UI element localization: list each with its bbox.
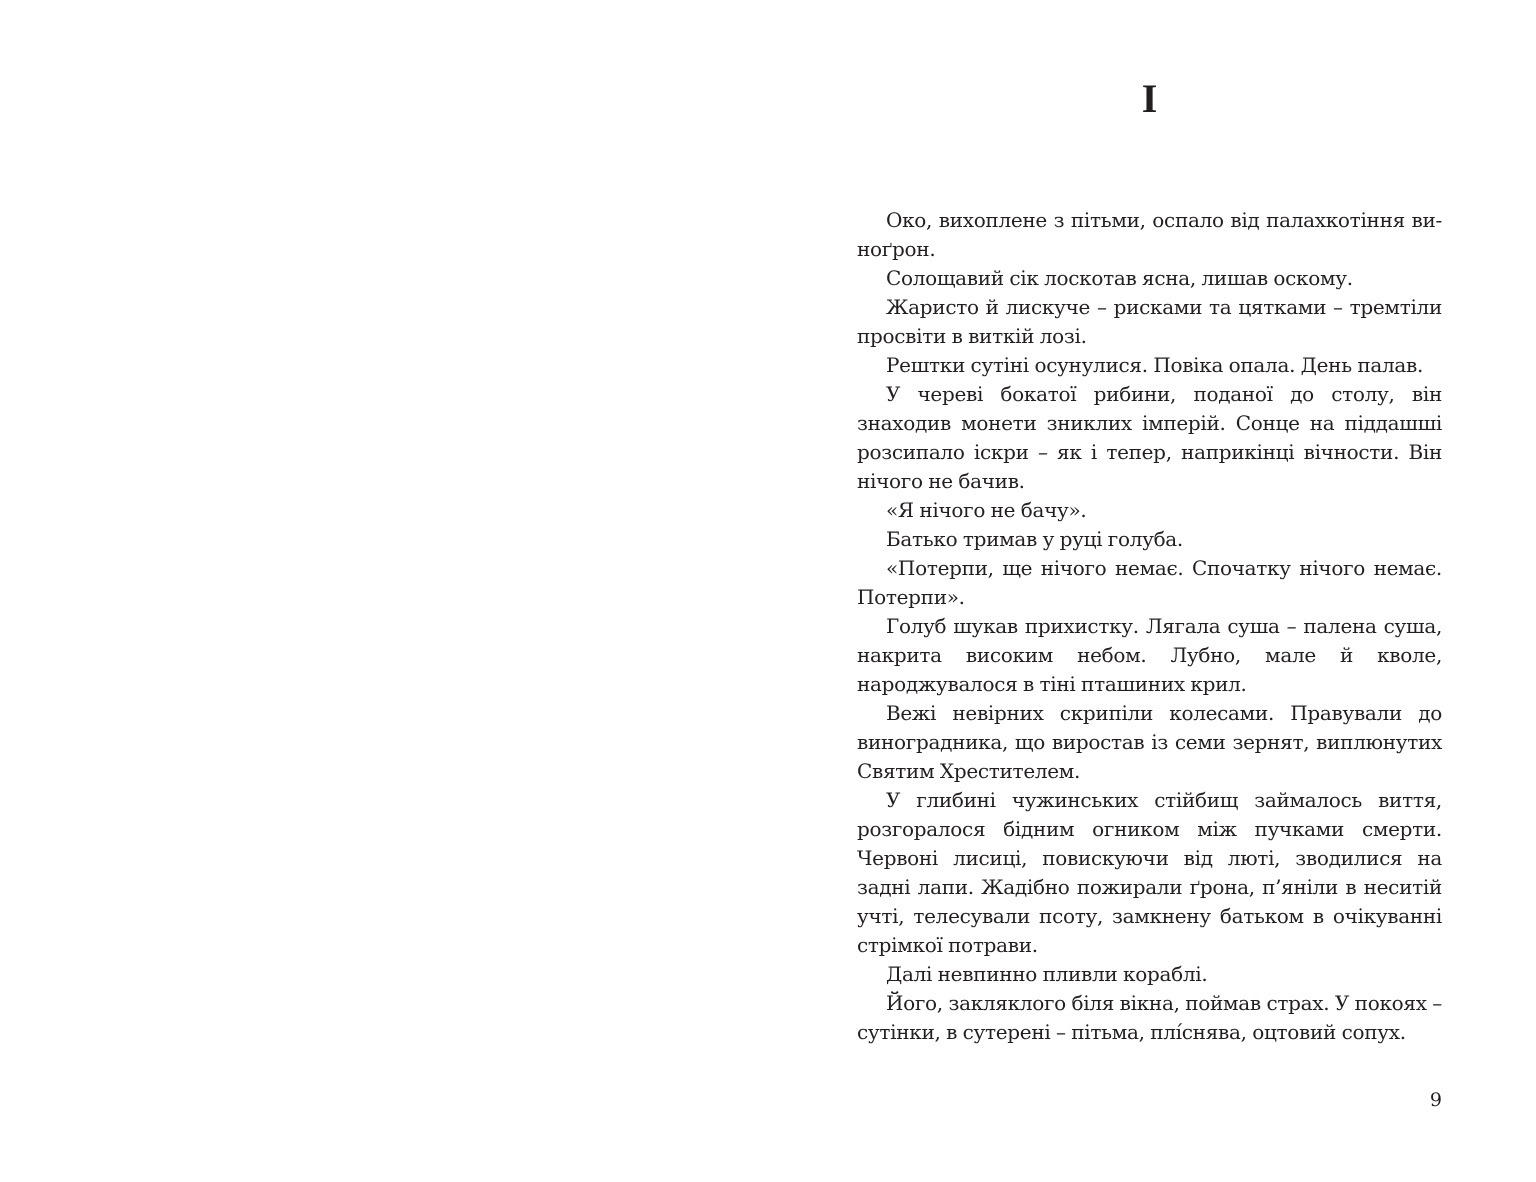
- paragraph: Голуб шукав прихистку. Лягала суша – палена суша, накрита високим небом. Лубно, мале й кволе, народжувалося в тіні пташиних крил.: [857, 614, 1442, 696]
- paragraph: У череві бокатої рибини, поданої до столу, він знаходив монети зниклих імперій. Сонце на піддашші розсипало іскри – як і тепер, наприкінці вічности. Він нічого не бачив.: [857, 382, 1442, 493]
- paragraph: Жаристо й лискуче – рисками та цятками – тремтіли просвіти в виткій лозі.: [857, 295, 1442, 348]
- paragraph: «Потерпи, ще нічого немає. Спочатку нічого немає. Потерпи».: [857, 556, 1442, 609]
- paragraph: Рештки сутіні осунулися. Повіка опала. День палав.: [886, 353, 1424, 377]
- paragraph: Солощавий сік лоскотав ясна, лишав оскому.: [886, 266, 1353, 290]
- paragraph: «Я нічого не бачу».: [886, 498, 1087, 522]
- paragraph: Око, вихоплене з пітьми, оспало від палахкотіння ви-ноґрон.: [857, 208, 1442, 261]
- paragraph: Його, закляклого біля вікна, поймав страх. У покоях – сутінки, в сутерені – пітьма, плíснява, оцтовий сопух.: [857, 991, 1442, 1044]
- paragraph: У глибині чужинських стійбищ займалось виття, розгоралося бідним огником між пучками смерти. Червоні лисиці, повискуючи від люті, зводилися на задні лапи. Жадібно пожирали ґрона, п’яніли в неситій учті, телесували псоту, замкнену батьком в очікуванні стрімкої потрави.: [857, 788, 1442, 957]
- paragraph: Батько тримав у руці голуба.: [886, 527, 1183, 551]
- page-number: 9: [1429, 1089, 1442, 1111]
- chapter-heading: I: [1141, 76, 1158, 121]
- paragraph: Далі невпинно пливли кораблі.: [886, 962, 1208, 986]
- paragraph: Вежі невірних скрипіли колесами. Правували до виноградника, що виростав із семи зернят, виплюнутих Святим Хрестителем.: [857, 701, 1442, 783]
- chapter-body: [857, 206, 1442, 1047]
